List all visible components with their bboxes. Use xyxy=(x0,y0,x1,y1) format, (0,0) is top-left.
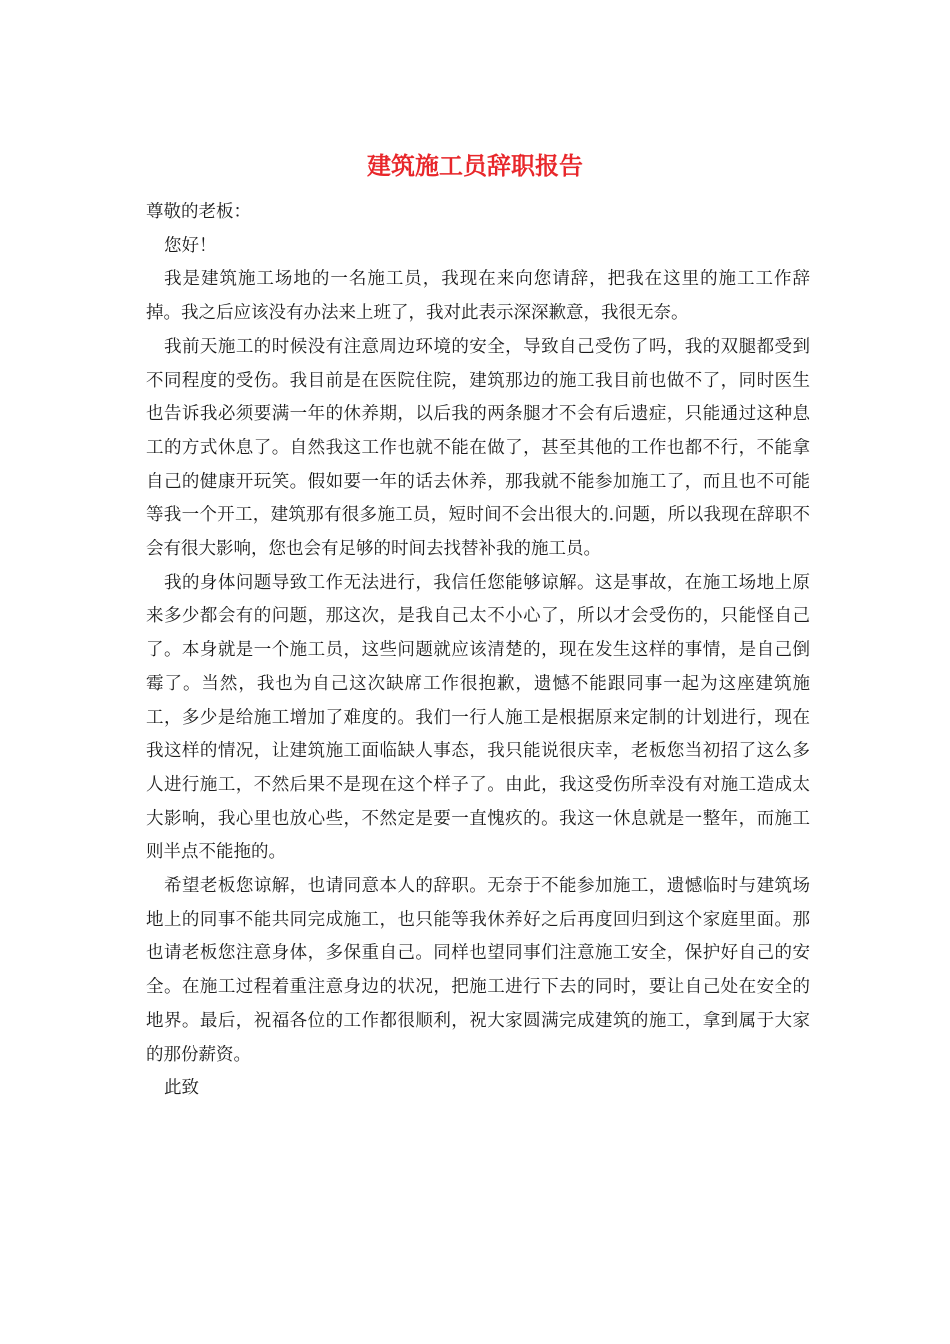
greeting: 您好！ xyxy=(164,235,217,256)
closing: 此致 xyxy=(164,1078,199,1099)
document-body xyxy=(146,196,810,1106)
paragraph: 我的身体问题导致工作无法进行，我信任您能够谅解。这是事故，在施工场地上原来多少都会有的问题，那这次，是我自己太不小心了，所以才会受伤的，只能怪自己了。本身就是一个施工员，这些问题就应该清楚的，现在发生这样的事情，是自己倒霉了。当然，我也为自己这次缺席工作很抱歉，遗憾不能跟同事一起为这座建筑施工，多少是给施工增加了难度的。我们一行人施工是根据原来定制的计划进行，现在我这样的情况，让建筑施工面临缺人事态，我只能说很庆幸，老板您当初招了这么多人进行施工，不然后果不是现在这个样子了。由此，我这受伤所幸没有对施工造成太大影响，我心里也放心些，不然定是要一直愧疚的。我这一休息就是一整年，而施工则半点不能拖的。 xyxy=(146,572,810,863)
salutation: 尊敬的老板： xyxy=(146,202,251,222)
paragraph: 希望老板您谅解，也请同意本人的辞职。无奈于不能参加施工，遗憾临时与建筑场地上的同事不能共同完成施工，也只能等我休养好之后再度回归到这个家庭里面。那也请老板您注意身体，多保重自己。同样也望同事们注意施工安全，保护好自己的安全。在施工过程着重注意身边的状况，把施工进行下去的同时，要让自己处在安全的地界。最后，祝福各位的工作都很顺利，祝大家圆满完成建筑的施工，拿到属于大家的那份薪资。 xyxy=(146,876,810,1065)
paragraph: 我前天施工的时候没有注意周边环境的安全，导致自己受伤了吗，我的双腿都受到不同程度的受伤。我目前是在医院住院，建筑那边的施工我目前也做不了，同时医生也告诉我必须要满一年的休养期，以后我的两条腿才不会有后遗症，只能通过这种息工的方式休息了。自然我这工作也就不能在做了，甚至其他的工作也都不行，不能拿自己的健康开玩笑。假如要一年的话去休养，那我就不能参加施工了，而且也不可能等我一个开工，建筑那有很多施工员，短时间不会出很大的.问题，所以我现在辞职不会有很大影响，您也会有足够的时间去找替补我的施工员。 xyxy=(146,336,810,560)
paragraph: 我是建筑施工场地的一名施工员，我现在来向您请辞，把我在这里的施工工作辞掉。我之后应该没有办法来上班了，我对此表示深深歉意，我很无奈。 xyxy=(146,269,810,324)
document-title: 建筑施工员辞职报告 xyxy=(367,151,583,180)
